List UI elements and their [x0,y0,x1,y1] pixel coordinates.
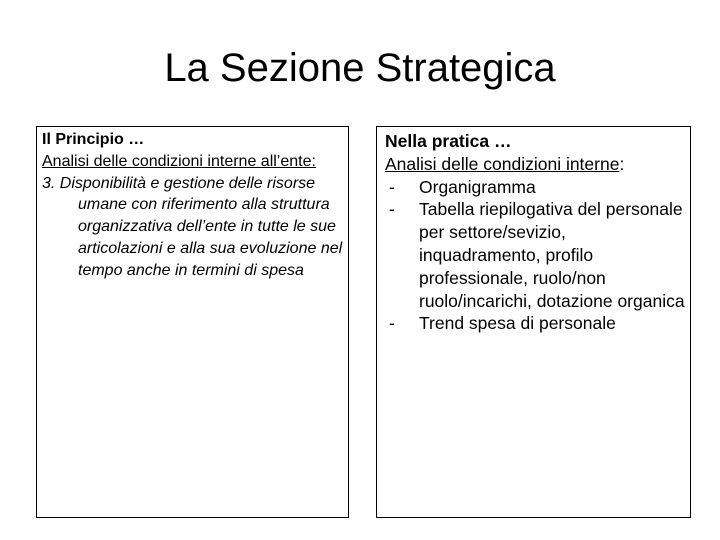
practice-item-organigramma [385,176,686,199]
bullet-dash: - [389,313,395,334]
practice-item-trend [385,312,686,335]
practice-heading: Nella pratica … [385,131,512,151]
practice-item-tabella [385,198,686,312]
practice-subheading: Analisi delle condizioni interne [385,153,620,174]
practice-box [376,126,691,518]
principle-subheading: Analisi delle condizioni interne all’ente: [42,152,316,170]
bullet-dash: - [389,199,395,220]
principle-box [36,126,349,518]
slide-title: La Sezione Strategica [164,46,556,90]
practice-item-label: Organigramma [419,176,536,197]
principle-heading: Il Principio … [42,131,145,148]
practice-subheading-colon: : [619,153,625,174]
practice-item-label: Tabella riepilogativa del personale per settore/sevizio, inquadramento, profilo professionale, ruolo/non ruolo/incarichi, dotazione organica [419,199,685,311]
practice-subheading-line [385,153,686,176]
principle-item: 3. Disponibilità e gestione delle risorse umane con riferimento alla struttura organizzativa dell’ente in tutte le sue articolazioni e alla sua evoluzione nel tempo anche in termini di spesa [42,174,343,279]
practice-item-label: Trend spesa di personale [419,313,616,334]
bullet-dash: - [389,176,395,197]
